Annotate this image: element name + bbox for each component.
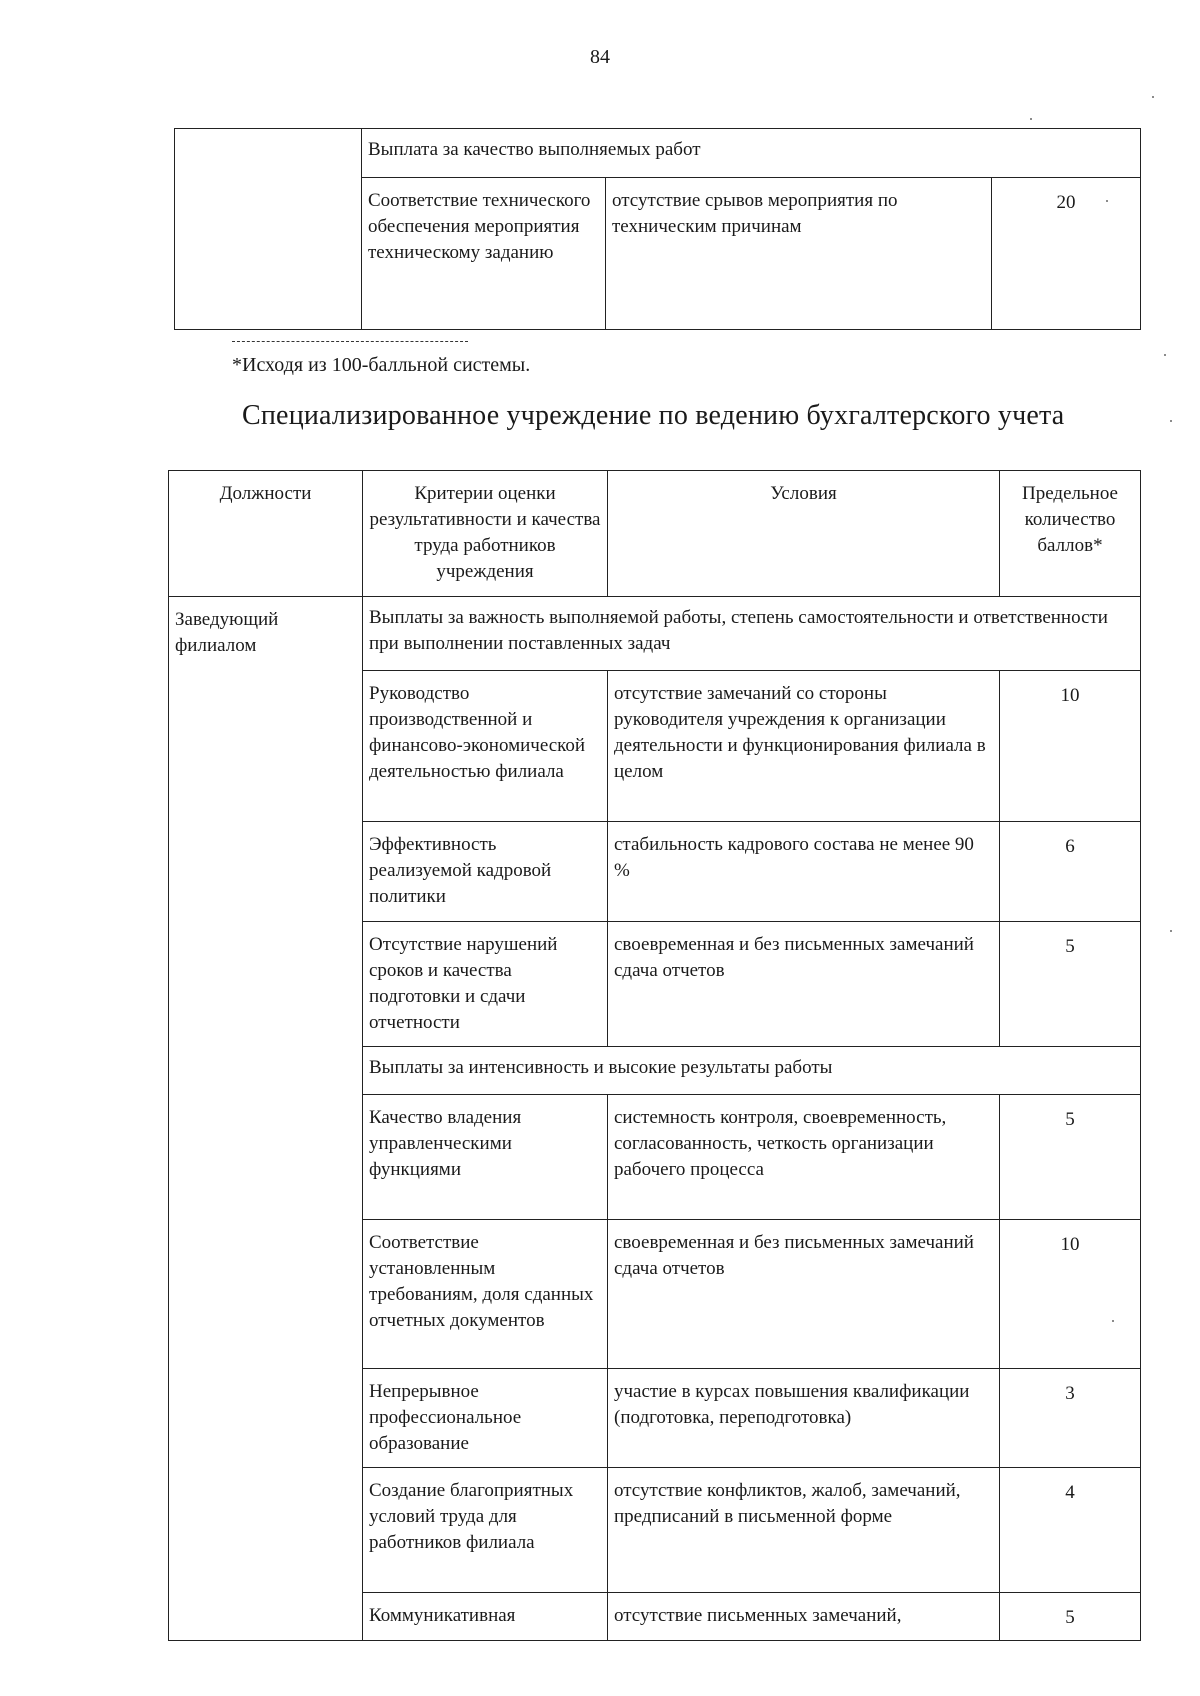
header-max-points: Предельное количество баллов* (1000, 471, 1141, 597)
condition-cell: своевременная и без письменных замечаний сдача отчетов (608, 1220, 1000, 1369)
criteria-table (168, 470, 1141, 1641)
condition-cell: участие в курсах повышения квалификации (подготовка, переподготовка) (608, 1369, 1000, 1468)
header-criteria: Критерии оценки результативности и качества труда работников учреждения (363, 471, 608, 597)
footnote: *Исходя из 100-балльной системы. (232, 354, 531, 376)
condition-cell: стабильность кадрового состава не менее 90 % (608, 822, 1000, 922)
criterion-cell: Отсутствие нарушений сроков и качества подготовки и сдачи отчетности (363, 922, 608, 1047)
condition-cell: отсутствие замечаний со стороны руководителя учреждения к организации деятельности и функционирования филиала в целом (608, 671, 1000, 822)
points-cell: 6 (1000, 822, 1141, 922)
criterion-cell: Коммуникативная (363, 1593, 608, 1641)
condition-cell: отсутствие срывов мероприятия по техническим причинам (606, 178, 992, 330)
criterion-cell: Непрерывное профессиональное образование (363, 1369, 608, 1468)
points-cell: 5 (1000, 1593, 1141, 1641)
points-cell: 5 (1000, 1095, 1141, 1220)
header-conditions: Условия (608, 471, 1000, 597)
scan-speck (1030, 118, 1032, 120)
position-cell: Заведующий филиалом (169, 597, 363, 1641)
criterion-cell: Соответствие технического обеспечения мероприятия техническому заданию (362, 178, 606, 330)
points-cell: 10 (1000, 1220, 1141, 1369)
scan-speck (1164, 354, 1166, 356)
header-position: Должности (169, 471, 363, 597)
points-cell: 3 (1000, 1369, 1141, 1468)
scan-speck (1170, 420, 1172, 422)
footnote-separator (232, 341, 468, 342)
group-title-importance: Выплаты за важность выполняемой работы, степень самостоятельности и ответственности при выполнении поставленных задач (363, 597, 1141, 671)
criterion-cell: Качество владения управленческими функциями (363, 1095, 608, 1220)
continuation-table (174, 128, 1141, 330)
header-row (169, 471, 1141, 597)
points-cell: 20 (992, 178, 1141, 330)
condition-cell: своевременная и без письменных замечаний сдача отчетов (608, 922, 1000, 1047)
group-title-intensity: Выплаты за интенсивность и высокие результаты работы (363, 1047, 1141, 1095)
section-title: Специализированное учреждение по ведению бухгалтерского учета (242, 400, 1065, 431)
criterion-cell: Создание благоприятных условий труда для работников филиала (363, 1468, 608, 1593)
group-title-quality: Выплата за качество выполняемых работ (362, 129, 1141, 178)
condition-cell: системность контроля, своевременность, согласованность, четкость организации рабочего процесса (608, 1095, 1000, 1220)
criterion-cell: Эффективность реализуемой кадровой политики (363, 822, 608, 922)
criterion-cell: Руководство производственной и финансово-экономической деятельностью филиала (363, 671, 608, 822)
points-cell: 4 (1000, 1468, 1141, 1593)
page-number: 84 (590, 46, 610, 68)
scan-speck (1112, 1320, 1114, 1322)
scan-speck (1170, 930, 1172, 932)
condition-cell: отсутствие письменных замечаний, (608, 1593, 1000, 1641)
scan-speck (1106, 200, 1108, 202)
points-cell: 10 (1000, 671, 1141, 822)
scan-speck (1152, 96, 1154, 98)
condition-cell: отсутствие конфликтов, жалоб, замечаний, предписаний в письменной форме (608, 1468, 1000, 1593)
criterion-cell: Соответствие установленным требованиям, доля сданных отчетных документов (363, 1220, 608, 1369)
empty-position-cell (175, 129, 362, 330)
points-cell: 5 (1000, 922, 1141, 1047)
